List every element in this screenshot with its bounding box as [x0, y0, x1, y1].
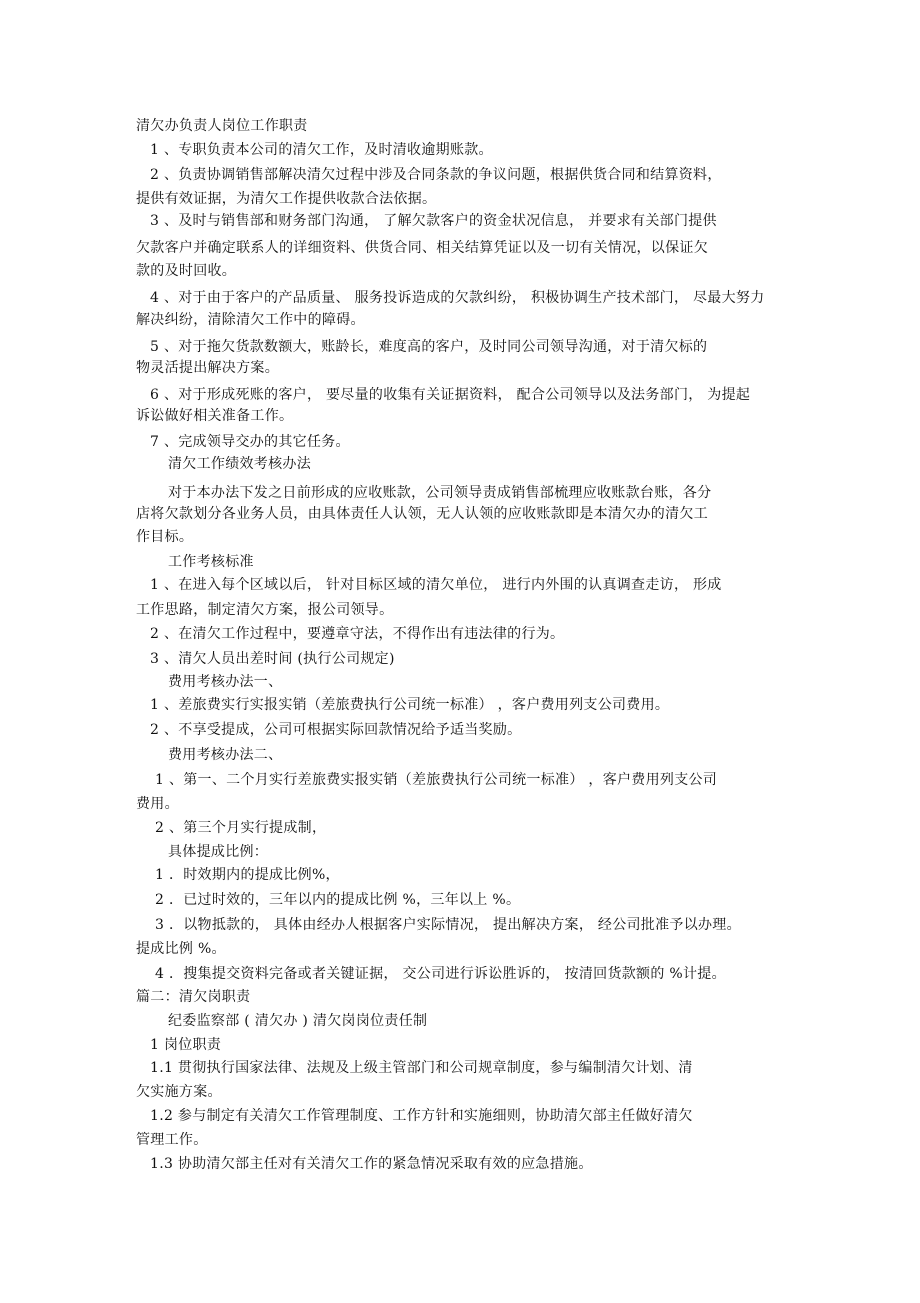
text-line: 2 、在清欠工作过程中，要遵章守法，不得作出有违法律的行为。 — [150, 626, 565, 642]
text-line: 欠款客户并确定联系人的详细资料、供货合同、相关结算凭证以及一切有关情况，以保证欠 — [136, 240, 708, 256]
text-line: 6 、对于形成死账的客户， 要尽量的收集有关证据资料， 配合公司领导以及法务部门， 为提起 — [150, 387, 751, 403]
section-heading: 清欠工作绩效考核办法 — [168, 456, 311, 472]
text-line: 1 、第一、二个月实行差旅费实报实销（差旅费执行公司统一标准） ，客户费用列支公司 — [155, 772, 718, 788]
text-line: 解决纠纷，清除清欠工作中的障碍。 — [136, 312, 365, 328]
text-line: 1 、专职负责本公司的清欠工作，及时清收逾期账款。 — [150, 142, 493, 158]
text-line: 3 、及时与销售部和财务部门沟通， 了解欠款客户的资金状况信息， 并要求有关部门提供 — [150, 213, 717, 229]
text-line: 1.2 参与制定有关清欠工作管理制度、工作方针和实施细则，协助清欠部主任做好清欠 — [150, 1108, 693, 1124]
text-line: 工作思路，制定清欠方案，报公司领导。 — [136, 602, 394, 618]
doc-title: 清欠办负责人岗位工作职责 — [136, 118, 308, 134]
text-line: 1 ．时效期内的提成比例%， — [155, 867, 340, 883]
text-line: 管理工作。 — [136, 1132, 208, 1148]
text-line: 提供有效证据，为清欠工作提供收款合法依据。 — [136, 191, 437, 207]
text-line: 作目标。 — [136, 529, 194, 545]
section-heading: 篇二：清欠岗职责 — [136, 989, 251, 1005]
text-line: 欠实施方案。 — [136, 1084, 222, 1100]
text-line: 具体提成比例： — [168, 844, 269, 860]
text-line: 店将欠款划分各业务人员，由具体责任人认领，无人认领的应收账款即是本清欠办的清欠工 — [136, 506, 708, 522]
text-line: 4 、对于由于客户的产品质量、 服务投诉造成的欠款纠纷， 积极协调生产技术部门， 尽最大努力 — [150, 290, 765, 306]
section-heading: 纪委监察部 ( 清欠办 ) 清欠岗岗位责任制 — [168, 1013, 428, 1029]
text-line: 1 岗位职责 — [150, 1037, 222, 1053]
text-line: 诉讼做好相关准备工作。 — [136, 408, 294, 424]
section-heading: 费用考核办法一、 — [168, 674, 283, 690]
text-line: 费用。 — [136, 796, 179, 812]
text-line: 4 ．搜集提交资料完备或者关键证据， 交公司进行诉讼胜诉的， 按清回货款额的 %计提。 — [155, 966, 726, 982]
text-line: 1.1 贯彻执行国家法律、法规及上级主管部门和公司规章制度，参与编制清欠计划、清 — [150, 1060, 693, 1076]
text-line: 5 、对于拖欠货款数额大，账龄长，难度高的客户，及时同公司领导沟通，对于清欠标的 — [150, 339, 708, 355]
text-line: 2 、不享受提成，公司可根据实际回款情况给予适当奖励。 — [150, 722, 522, 738]
text-line: 物灵活提出解决方案。 — [136, 360, 279, 376]
text-line: 3 ．以物抵款的， 具体由经办人根据客户实际情况， 提出解决方案， 经公司批准予以办理。 — [155, 917, 741, 933]
text-line: 对于本办法下发之日前形成的应收账款，公司领导责成销售部梳理应收账款台账，各分 — [168, 485, 712, 501]
text-line: 款的及时回收。 — [136, 263, 237, 279]
text-line: 1 、差旅费实行实报实销（差旅费执行公司统一标准） ，客户费用列支公司费用。 — [150, 697, 670, 713]
text-line: 1.3 协助清欠部主任对有关清欠工作的紧急情况采取有效的应急措施。 — [150, 1156, 593, 1172]
text-line: 2 、第三个月实行提成制， — [155, 820, 327, 836]
text-line: 3 、清欠人员出差时间 (执行公司规定) — [150, 651, 395, 667]
section-heading: 工作考核标准 — [168, 554, 254, 570]
text-line: 提成比例 %。 — [136, 941, 226, 957]
text-line: 2 、负责协调销售部解决清欠过程中涉及合同条款的争议问题，根据供货合同和结算资料， — [150, 167, 722, 183]
text-line: 2 ．已过时效的，三年以内的提成比例 %，三年以上 %。 — [155, 892, 521, 908]
text-line: 7 、完成领导交办的其它任务。 — [150, 434, 350, 450]
text-line: 1 、在进入每个区域以后， 针对目标区域的清欠单位， 进行内外围的认真调查走访， 形成 — [150, 577, 722, 593]
section-heading: 费用考核办法二、 — [168, 747, 283, 763]
